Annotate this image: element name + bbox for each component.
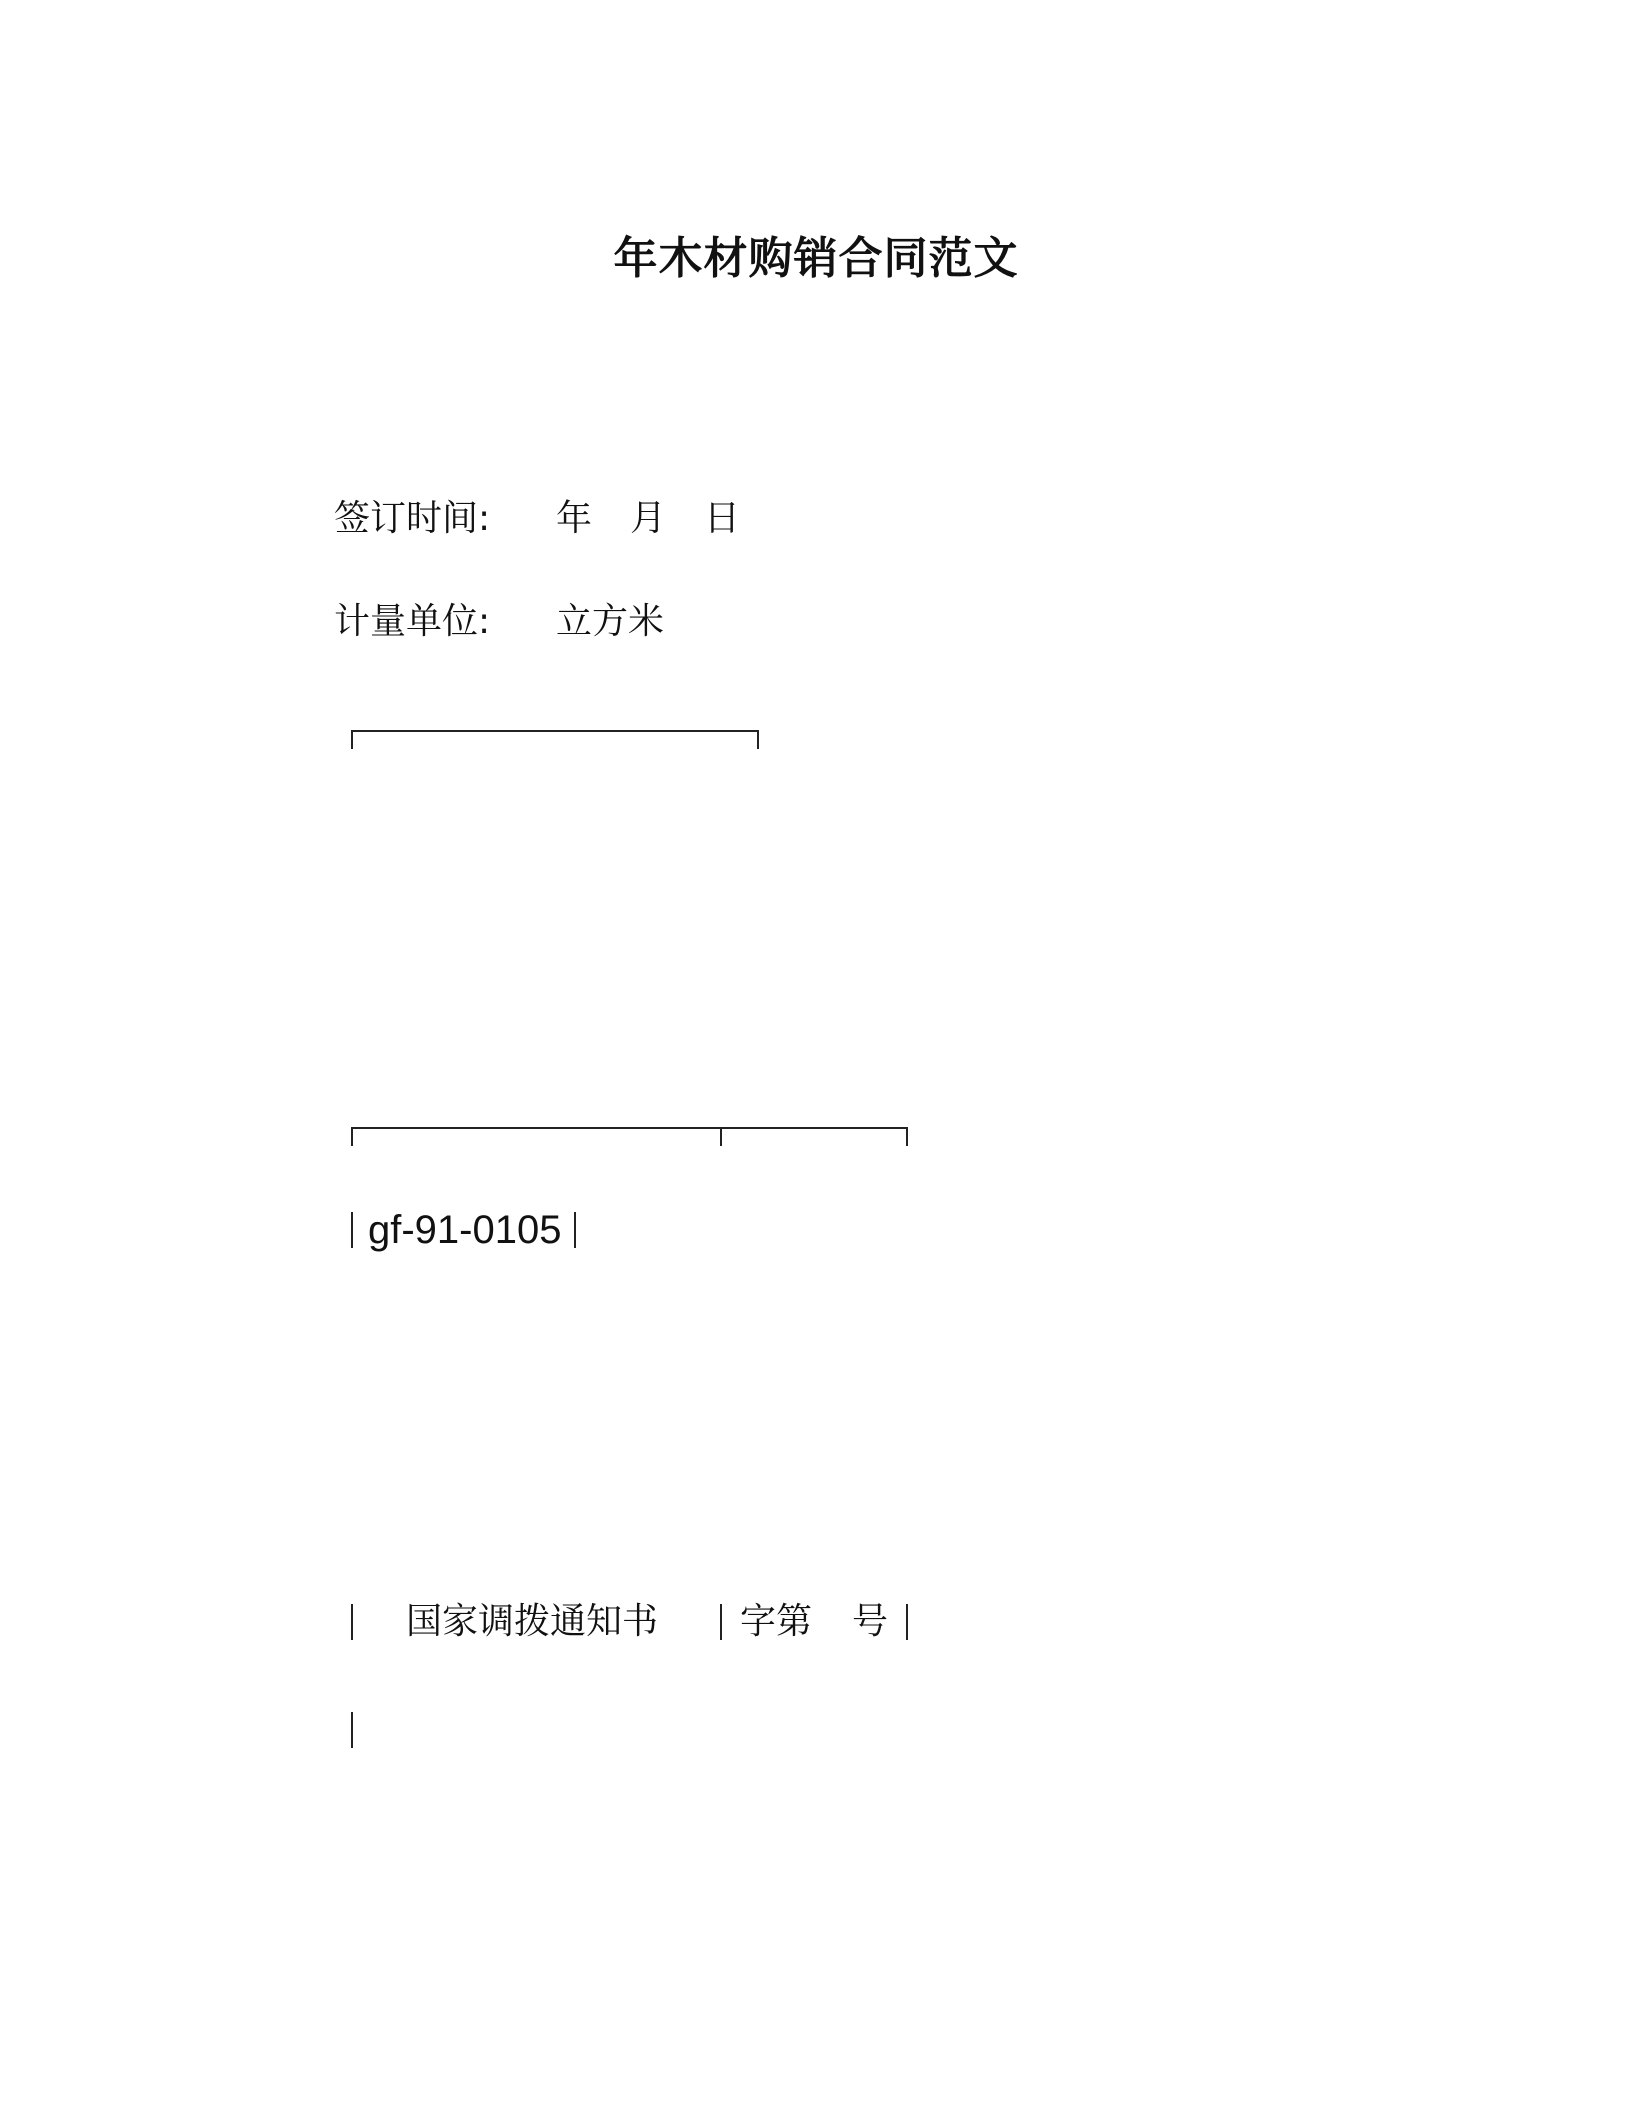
form-code: gf-91-0105 (368, 1208, 562, 1252)
table-border-tick (757, 730, 759, 749)
table-border-top-2 (351, 1127, 907, 1129)
allocation-notice-label: 国家调拨通知书 (406, 1601, 659, 1642)
unit-row (334, 597, 834, 647)
document-title: 年木材购销合同范文 (613, 233, 1019, 284)
table-border-tick (906, 1127, 908, 1146)
allocation-number-suffix: 号 (852, 1601, 889, 1642)
signing-time-row (334, 494, 834, 544)
signing-day-label: 日 (704, 498, 741, 539)
signing-year-label: 年 (556, 498, 593, 539)
cell-divider (574, 1212, 576, 1248)
signing-time-label: 签订时间: (334, 498, 491, 539)
cell-divider (720, 1604, 722, 1640)
unit-value: 立方米 (556, 601, 665, 642)
unit-label: 计量单位: (334, 601, 491, 642)
cell-divider (351, 1604, 353, 1640)
table-border-top-1 (351, 730, 758, 732)
cell-divider (351, 1712, 353, 1748)
table-border-tick (351, 1127, 353, 1146)
signing-month-label: 月 (630, 498, 667, 539)
allocation-number-prefix: 字第 (740, 1601, 813, 1642)
cell-divider (351, 1212, 353, 1248)
cell-divider (906, 1604, 908, 1640)
table-border-tick (351, 730, 353, 749)
table-border-tick (720, 1127, 722, 1146)
